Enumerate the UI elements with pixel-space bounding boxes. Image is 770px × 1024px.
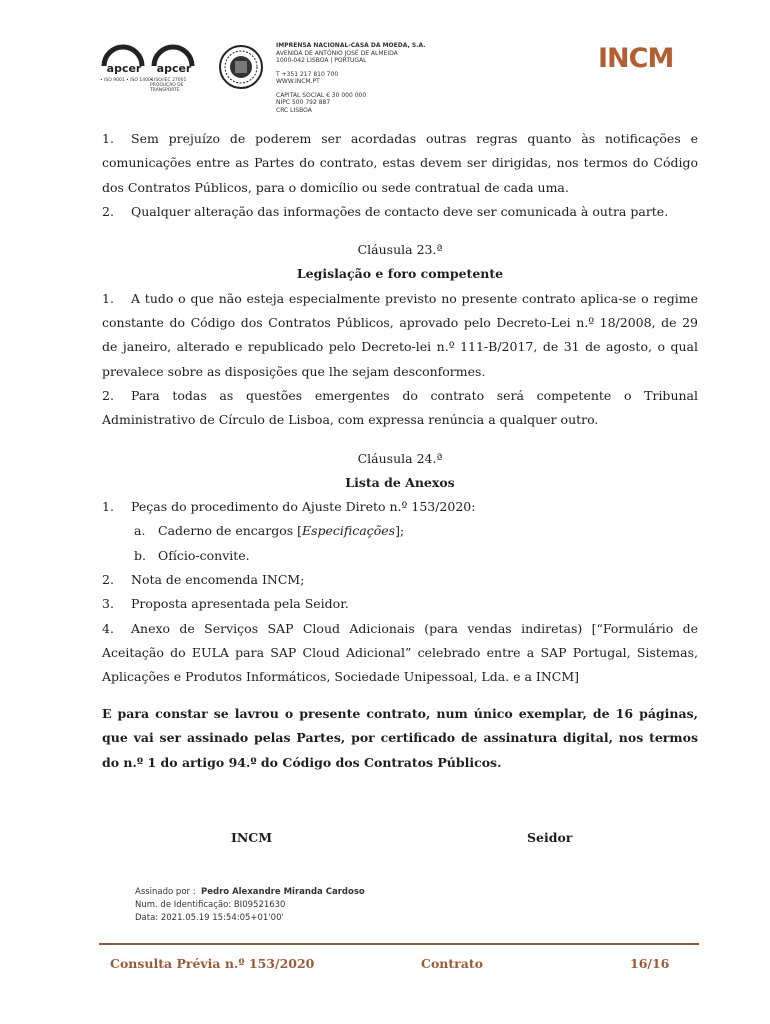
annex-item-1b: b. Ofício-convite. xyxy=(134,547,250,563)
address-line: 1000-042 LISBOA | PORTUGAL xyxy=(276,57,367,64)
apcer-cert-text: • ISO/IEC 27001 PRODUÇÃO DE TRANSPORTE xyxy=(150,78,187,93)
clause-23-title: Cláusula 23.ª xyxy=(357,242,443,258)
apcer-brand-text: apcer xyxy=(106,62,142,75)
signer-name: Pedro Alexandre Miranda Cardoso xyxy=(201,887,365,897)
apcer-certification-logo-1 xyxy=(100,44,154,92)
national-seal-icon xyxy=(218,42,264,92)
clause-23-item-2: 2. Para todas as questões emergentes do contrato será competente o Tribunal Administrativo de Círculo de Lisboa, com expressa renúncia a qualquer outro. xyxy=(102,387,698,428)
nipc-line: NIPC 500 792 887 xyxy=(276,99,331,106)
annex-item-1: 1. Peças do procedimento do Ajuste Direto n.º 153/2020: xyxy=(102,499,476,515)
signature-party-incm: INCM xyxy=(231,830,273,845)
annex-item-1a: a. Caderno de encargos [Especificações]; xyxy=(134,523,405,539)
apcer-certification-logo-2 xyxy=(150,44,198,92)
clause-24-title: Cláusula 24.ª xyxy=(357,450,443,466)
letterhead xyxy=(0,40,770,120)
clause-24-heading: Lista de Anexos xyxy=(345,474,455,490)
company-name: IMPRENSA NACIONAL-CASA DA MOEDA, S.A. xyxy=(276,42,426,49)
company-address-block xyxy=(276,42,476,114)
clause-23-heading: Legislação e foro competente xyxy=(296,266,504,282)
annex-item-3: 3. Proposta apresentada pela Seidor. xyxy=(102,596,349,612)
annex-item-2: 2. Nota de encomenda INCM; xyxy=(102,572,305,588)
phone-line: T +351 217 810 700 xyxy=(276,70,339,78)
paragraph-contact-change: 2. Qualquer alteração das informações de contacto deve ser comunicada à outra parte. xyxy=(102,203,669,219)
crc-line: CRC LISBOA xyxy=(276,106,312,114)
capital-line: CAPITAL SOCIAL € 30 000 000 xyxy=(276,91,367,99)
signed-by-line: Assinado por : Pedro Alexandre Miranda Cardoso xyxy=(135,887,365,897)
annex-item-4: 4. Anexo de Serviços SAP Cloud Adicionais (para vendas indiretas) [“Formulário de Aceitação do EULA para SAP Cloud Adicional” celebrado entre a SAP Portugal, Sistemas, Aplicações e Produtos Informáticos, Sociedade Unipessoal, Lda. e a INCM] xyxy=(102,620,698,685)
closing-statement: E para constar se lavrou o presente contrato, num único exemplar, de 16 páginas, que vai ser assinado pelas Partes, por certificado de assinatura digital, nos termos do n.º 1 do artigo 94.º do Código dos Contratos Públicos. xyxy=(102,705,698,770)
paragraph-notifications: 1. Sem prejuízo de poderem ser acordadas outras regras quanto às notificações e comunicações entre as Partes do contrato, estas devem ser dirigidas, nos termos do Código dos Contratos Públicos, para o domicílio ou sede contratual de cada uma. xyxy=(102,131,698,195)
contract-body xyxy=(102,127,698,775)
footer-reference: Consulta Prévia n.º 153/2020 xyxy=(110,956,315,971)
incm-logo xyxy=(598,45,688,73)
signature-party-seidor: Seidor xyxy=(527,830,573,845)
footer-divider xyxy=(99,943,699,945)
apcer-brand-text: apcer xyxy=(156,62,192,75)
footer-document-type: Contrato xyxy=(421,956,483,971)
digital-signature-stamp xyxy=(135,886,365,925)
apcer-cert-text: • ISO 9001 • ISO 14001 xyxy=(100,78,154,83)
address-line: AVENIDA DE ANTÓNIO JOSÉ DE ALMEIDA xyxy=(276,49,398,57)
website-line: WWW.INCM.PT xyxy=(276,78,320,85)
signature-date-line: Data: 2021.05.19 15:54:05+01'00' xyxy=(135,913,284,923)
clause-23-item-1: 1. A tudo o que não esteja especialmente previsto no presente contrato aplica-se o regime constante do Código dos Contratos Públicos, aprovado pelo Decreto-Lei n.º 18/2008, de 29 de janeiro, alterado e republicado pelo Decreto-lei n.º 111-B/2017, de 31 de agosto, o qual prevalece sobre as disposições que lhe sejam desconformes. xyxy=(102,290,698,379)
footer-page-number: 16/16 xyxy=(630,956,670,971)
incm-logo-text: INCM xyxy=(598,43,674,74)
signer-id-line: Num. de Identificação: BI09521630 xyxy=(135,900,286,910)
